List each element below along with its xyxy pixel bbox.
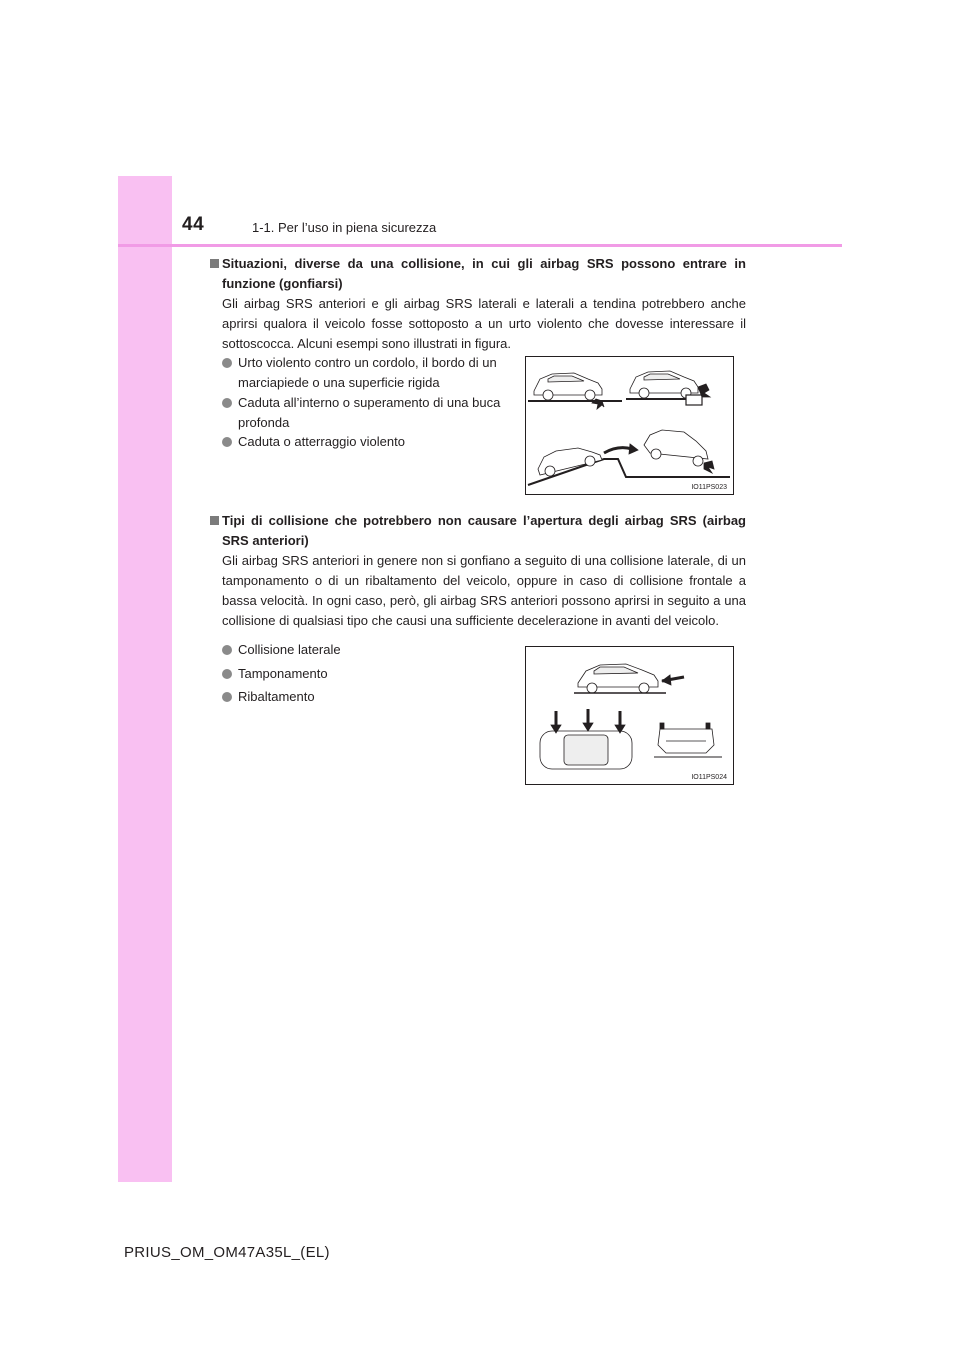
car-falling-icon [528, 430, 730, 485]
bullet-dot-icon [222, 398, 232, 408]
section2-body: Gli airbag SRS anteriori in genere non si gonfiano a seguito di una collisione laterale, di un tamponamento o di un ribaltamento del veicolo, oppure in caso di collisione frontale a bassa velocità. In ogni caso, però, gli airbag SRS anteriori possono aprirsi in seguito a una collisione di qualsiasi tipo che causi una sufficiente decelerazione in avanti del veicolo. [222, 553, 746, 628]
page-number: 44 [182, 214, 205, 235]
section-title: 1-1. Per l’uso in piena sicurezza [252, 220, 437, 235]
figure1-code: IO11PS023 [691, 484, 727, 491]
document-code: PRIUS_OM_OM47A35L_(EL) [124, 1244, 330, 1261]
section1-heading-text: Situazioni, diverse da una collisione, in cui gli airbag SRS possono entrare in funzione (gonfiarsi) [222, 256, 746, 291]
header-rule [118, 244, 842, 247]
heading-square-icon [210, 516, 219, 525]
bullet-dot-icon [222, 645, 232, 655]
car-rear-collision-icon [574, 664, 684, 693]
section1-bullet-1: Urto violento contro un cordolo, il bordo di un marciapiede o una superficie rigida [222, 353, 514, 393]
car-curb-impact-icon [528, 373, 622, 409]
section2-heading [210, 511, 746, 551]
section2-bullet-3: Ribaltamento [222, 687, 514, 707]
underbody-impact-illustration [526, 357, 733, 494]
bullet-dot-icon [222, 692, 232, 702]
bullet-dot-icon [222, 437, 232, 447]
section1-heading [210, 254, 746, 294]
section1-body: Gli airbag SRS anteriori e gli airbag SRS laterali e laterali a tendina potrebbero anche aprirsi qualora il veicolo fosse sottoposto a un urto violento che dovesse interessare il sottoscocca. Alcuni esempi sono illustrati in figura. [222, 296, 746, 351]
chapter-sidebar [118, 176, 172, 1182]
car-rollover-icon [654, 723, 722, 757]
car-sidewalk-impact-icon [626, 371, 710, 405]
section2-bullet-2: Tamponamento [222, 664, 514, 684]
bullet-dot-icon [222, 669, 232, 679]
car-side-collision-icon [540, 709, 632, 769]
figure2-code: IO11PS024 [691, 774, 727, 781]
section1-bullet-3: Caduta o atterraggio violento [222, 432, 514, 452]
heading-square-icon [210, 259, 219, 268]
bullet-dot-icon [222, 358, 232, 368]
collision-types-illustration [526, 647, 733, 784]
figure-underbody-impacts [525, 356, 734, 495]
section1-bullet-2: Caduta all’interno o superamento di una buca profonda [222, 393, 514, 433]
figure-no-deploy-collisions [525, 646, 734, 785]
section2-heading-text: Tipi di collisione che potrebbero non causare l’apertura degli airbag SRS (airbag SRS anteriori) [222, 513, 746, 548]
section2-bullet-1: Collisione laterale [222, 640, 514, 660]
